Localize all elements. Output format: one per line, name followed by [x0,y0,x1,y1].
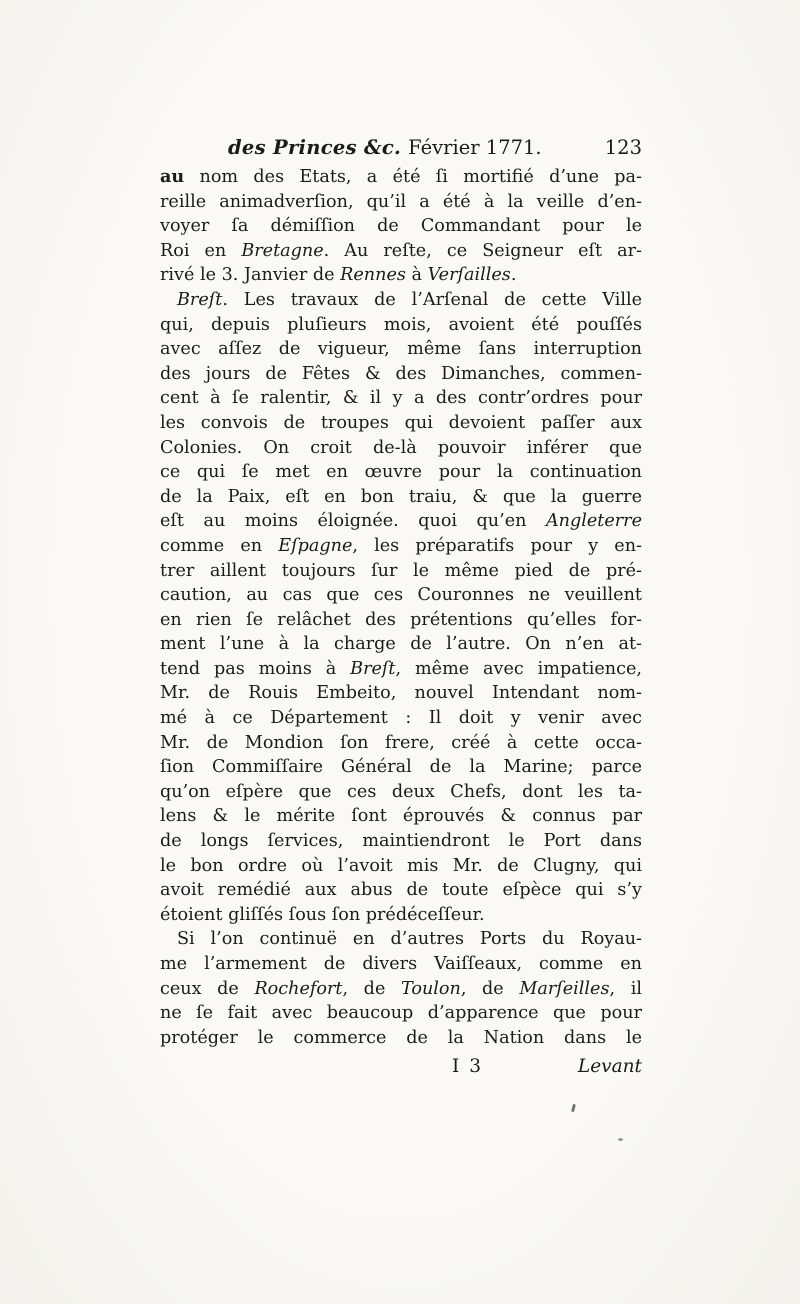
signature-mark: I 3 [452,1056,483,1077]
text-line: eſt au moins éloignée. quoi qu’en Angleterre [160,511,642,532]
text-line: ce qui ſe met en œuvre pour la continuation [160,462,642,483]
text-line: ment l’une à la charge de l’autre. On n’en at- [160,634,642,655]
catchword: Levant [577,1056,642,1077]
text-line: me l’armement de divers Vaiſſeaux, comme en [160,954,642,974]
text-line: trer aillent toujours ſur le même pied de pré- [160,560,642,581]
text-line: Roi en Bretagne. Au reſte, ce Seigneur eſt ar- [160,240,642,261]
text-line: des jours de Fêtes & des Dimanches, commen- [160,363,642,384]
text-line: tend pas moins à Breſt, même avec impatience, [160,658,642,679]
text-line: voyer ſa démiſſion de Commandant pour le [160,216,642,237]
page-footer [160,1056,642,1077]
text-line: étoient gliſſés ſous ſon prédéceſſeur. [160,904,485,925]
text-line: les convois de troupes qui devoient paſſer aux [160,412,642,433]
text-line: Si l’on continuë en d’autres Ports du Royau- [177,929,642,950]
text-line: qui, depuis pluſieurs mois, avoient été pouſſés [160,314,642,335]
text-line: protéger le commerce de la Nation dans le [160,1027,642,1048]
text-line: caution, au cas que ces Couronnes ne veuillent [160,585,642,606]
text-line: lens & le mérite ſont éprouvés & connus par [160,806,642,827]
text-block [160,165,642,1050]
text-line: avec aſſez de vigueur, même ſans interruption [160,339,642,360]
text-line: Breſt. Les travaux de l’Arſenal de cette Ville [177,289,642,310]
running-title-roman: Février 1771. [408,136,542,159]
text-line: ne ſe fait avec beaucoup d’apparence que pour [160,1003,642,1024]
text-line: de la Paix, eſt en bon traiu, & que la guerre [160,486,642,507]
text-line: de longs ſervices, maintiendront le Port dans [160,831,642,852]
text-line: Colonies. On croit de-là pouvoir inférer que [160,437,642,458]
page-number: 123 [604,136,642,159]
text-line: au nom des Etats, a été ſi mortifié d’une pa- [160,166,642,187]
text-line: mé à ce Département : Il doit y venir avec [160,708,642,729]
ink-speck [618,1138,623,1141]
text-line: rivé le 3. Janvier de Rennes à Verſailles. [160,265,517,286]
text-line: ceux de Rochefort, de Toulon, de Marſeilles, il [160,978,642,999]
text-line: comme en Eſpagne, les préparatifs pour y en- [160,535,642,556]
text-line: qu’on eſpère que ces deux Chefs, dont les ta- [160,781,642,802]
text-line: cent à ſe ralentir, & il y a des contr’ordres pour [160,388,642,409]
text-line: ſion Commiſſaire Général de la Marine; parce [160,757,642,778]
text-line: en rien ſe relâchet des prétentions qu’elles for- [160,609,642,630]
text-line: le bon ordre où l’avoit mis Mr. de Clugny, qui [160,855,642,876]
running-header [160,136,642,159]
text-line: reille animadverſion, qu’il a été à la veille d’en- [160,191,642,212]
running-title-italic: des Princes &c. [228,136,402,159]
text-line: Mr. de Mondion ſon frere, créé à cette occa- [160,732,642,753]
ink-speck [571,1104,576,1112]
text-line: avoit remédié aux abus de toute eſpèce qui s’y [160,880,642,901]
text-line: Mr. de Rouis Embeito, nouvel Intendant nom- [160,683,642,704]
